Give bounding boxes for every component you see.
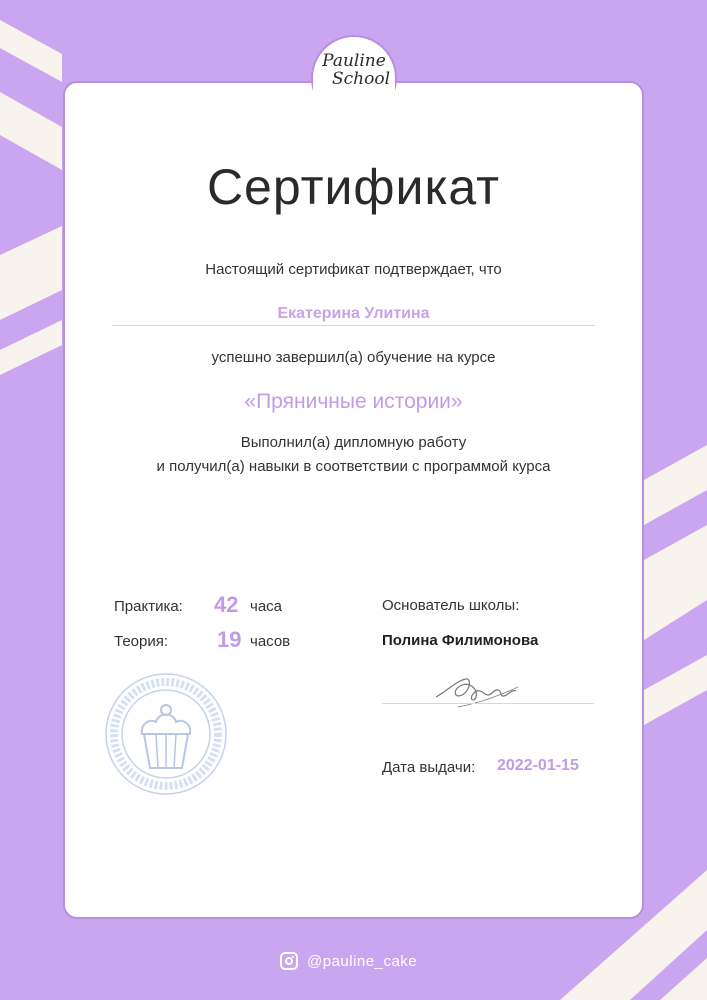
school-logo [313,52,395,88]
theory-unit: часов [250,633,291,650]
recipient-name: Екатерина Улитина [277,305,430,322]
logo-line-2: School [331,69,391,89]
course-name: «Пряничные истории» [244,390,463,413]
description-line-2: и получил(а) навыки в соответствии с программой курса [156,458,551,475]
issue-date-label: Дата выдачи: [382,759,476,776]
instagram-handle[interactable]: @pauline_cake [307,952,418,970]
practice-label: Практика: [114,598,183,615]
instagram-icon [280,952,298,970]
footer-social[interactable] [280,950,417,972]
completed-text: успешно завершил(а) обучение на курсе [211,349,496,366]
school-stamp-image [104,672,228,796]
description-line-1: Выполнил(а) дипломную работу [240,434,467,451]
description [63,431,644,479]
practice-hours: 42 [214,592,239,617]
certificate-title: Сертификат [206,159,501,215]
issue-date: 2022-01-15 [497,757,579,774]
theory-hours: 19 [217,627,242,652]
logo-line-1: Pauline [322,51,386,71]
recipient-underline [112,325,595,326]
theory-label: Теория: [114,633,169,650]
founder-name: Полина Филимонова [382,632,539,649]
intro-text: Настоящий сертификат подтверждает, что [205,261,502,278]
founder-label: Основатель школы: [382,597,520,614]
signature-line [382,703,594,704]
practice-unit: часа [250,598,282,615]
